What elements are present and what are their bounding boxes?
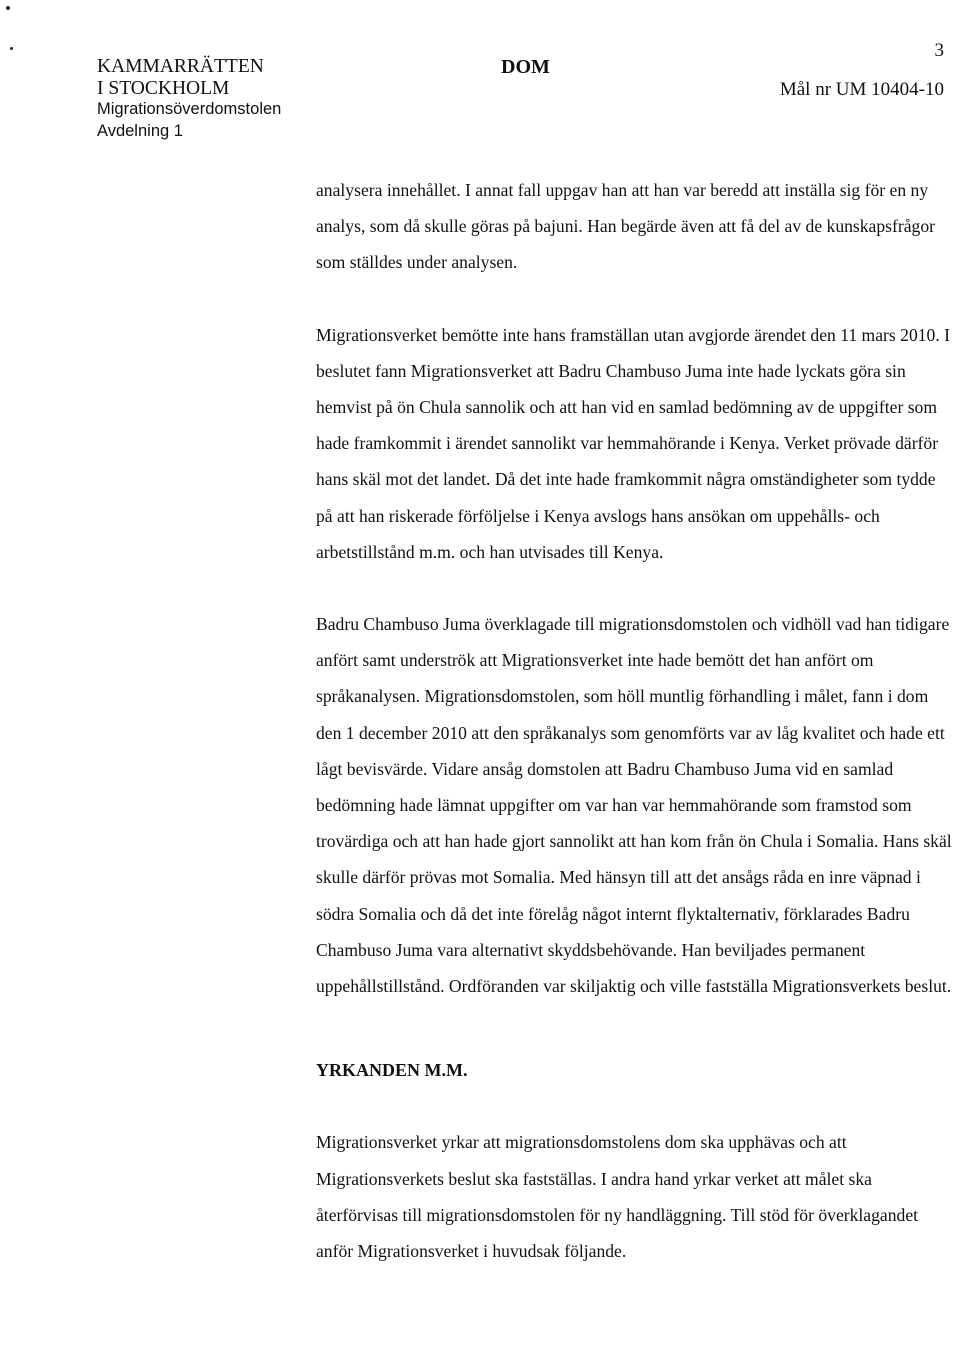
paragraph: analysera innehållet. I annat fall uppgav han att han var beredd att inställa sig för en ny analys, som då skulle göras på bajuni. Han begärde även att få del av de kunskapsfrågor som ställdes under analysen. — [316, 180, 935, 273]
court-header — [97, 56, 281, 142]
court-name-line2: I STOCKHOLM — [97, 77, 230, 99]
scan-speck — [10, 47, 13, 50]
case-number: Mål nr UM 10404-10 — [779, 79, 944, 100]
court-department: Avdelning 1 — [97, 121, 183, 140]
document-type: DOM — [501, 56, 550, 78]
scan-speck — [6, 6, 10, 10]
paragraph: Migrationsverket bemötte inte hans framställan utan avgjorde ärendet den 11 mars 2010. I beslutet fann Migrationsverket att Badru Chambuso Juma inte hade lyckats göra sin hemvist på ön Chula sannolik och att han vid en samlad bedömning av de uppgifter som hade framkommit i ärendet sannolikt var hemmahörande i Kenya. Verket prövade därför hans skäl mot det landet. Då det inte hade framkommit några omständigheter som tydde på att han riskerade förföljelse i Kenya avslogs hans ansökan om uppehålls- och arbetstillstånd m.m. och han utvisades till Kenya. — [316, 324, 950, 562]
paragraph: Migrationsverket yrkar att migrationsdomstolens dom ska upphävas och att Migrationsverkets beslut ska fastställas. I andra hand yrkar verket att målet ska återförvisas till migrationsdomstolen för ny handläggning. Till stöd för överklagandet anför Migrationsverket i huvudsak följande. — [316, 1132, 919, 1262]
court-division: Migrationsöverdomstolen — [97, 100, 282, 118]
document-body — [316, 172, 952, 1269]
paragraph: Badru Chambuso Juma överklagade till migrationsdomstolen och vidhöll vad han tidigare anfört samt underströk att Migrationsverket inte hade bemött det han anfört om språkanalysen. Migrationsdomstolen, som höll muntlig förhandling i målet, fann i dom den 1 december 2010 att den språkanalys som genomförts var av låg kvalitet och hade ett lågt bevisvärde. Vidare ansåg domstolen att Badru Chambuso Juma vid en samlad bedömning hade lämnat uppgifter om var han var hemmahörande som framstod som trovärdiga och att han hade gjort sannolikt att han kom från ön Chula i Somalia. Hans skäl skulle därför prövas mot Somalia. Med hänsyn till att det ansågs råda en inre väpnad i södra Somalia och då det inte förelåg något internt flyktalternativ, förklarades Badru Chambuso Juma vara alternativt skyddsbehövande. Han beviljades permanent uppehållstillstånd. Ordföranden var skiljaktig och ville fastställa Migrationsverkets beslut. — [316, 614, 952, 997]
page-number: 3 — [934, 40, 944, 61]
court-name-line1: KAMMARRÄTTEN — [97, 56, 264, 77]
section-heading: YRKANDEN M.M. — [316, 1060, 468, 1081]
